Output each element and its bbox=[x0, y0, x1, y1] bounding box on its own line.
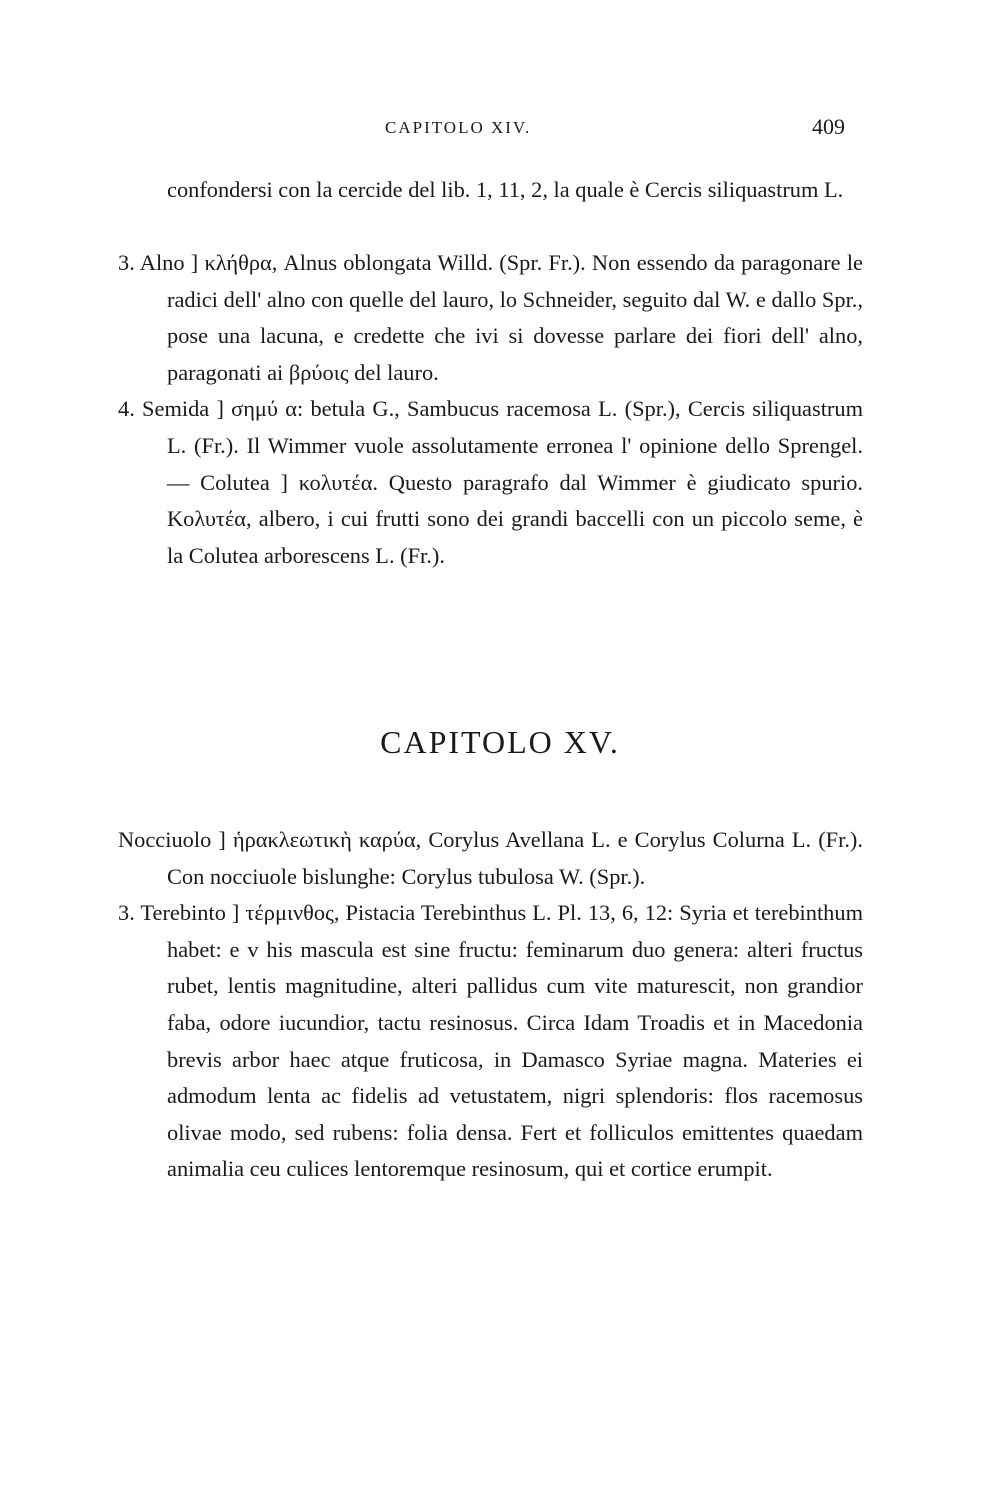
entry-alno bbox=[118, 245, 863, 391]
entry-text: Nocciuolo ] ἡρακλεωτικὴ καρύα, Corylus Avellana L. e Corylus Colurna L. (Fr.). Con nocciuole bislunghe: Corylus tubulosa W. (Spr.). bbox=[118, 827, 863, 889]
entry-text: Terebinto ] τέρμινθος, Pistacia Terebinthus L. Pl. 13, 6, 12: Syria et terebinthum habet: e v his mascula est sine fructu: feminarum duo genera: alteri fructus rubet, lentis magnitudine, alteri pallidus cum vite maturescit, non grandior faba, odore iucundior, tactu resinosus. Circa Idam Troadis et in Macedonia brevis arbor haec atque fruticosa, in Damasco Syriae magna. Materies ei admodum lenta ac fidelis ad vetustatem, nigri splendoris: flos racemosus olivae modo, sed rubens: folia densa. Fert et folliculos emittentes quaedam animalia ceu culices lentoremque resinosum, qui et cortice erumpit. bbox=[140, 900, 863, 1182]
chapter-heading: CAPITOLO XV. bbox=[380, 724, 620, 760]
entry-semida bbox=[118, 391, 863, 574]
running-head bbox=[0, 114, 1000, 148]
entry-text: Semida ] σημύ α: betula G., Sambucus racemosa L. (Spr.), Cercis siliquastrum L. (Fr.). Il Wimmer vuole assolutamente erronea l' opinione dello Sprengel. — Colutea ] κολυτέα. Questo paragrafo dal Wimmer è giudicato spurio. Κολυτέα, albero, i cui frutti sono dei grandi baccelli con un piccolo seme, è la Colutea arborescens L. (Fr.). bbox=[142, 396, 863, 568]
entry-terebinto bbox=[118, 895, 863, 1188]
running-head-title: CAPITOLO XIV. bbox=[385, 118, 532, 137]
entry-number: 4. bbox=[118, 396, 135, 422]
chapter-15-entries bbox=[118, 822, 863, 1188]
page-number: 409 bbox=[812, 114, 845, 139]
entry-text: Alno ] κλήθρα, Alnus oblongata Willd. (Spr. Fr.). Non essendo da paragonare le radici dell' alno con quelle del lauro, lo Schneider, seguito dal W. e dallo Spr., pose una lacuna, e credette che ivi si dovesse parlare dei fiori dell' alno, paragonati ai βρύοις del lauro. bbox=[139, 250, 863, 385]
chapter-14-entries bbox=[118, 245, 863, 574]
continuation-paragraph: confondersi con la cercide del lib. 1, 11, 2, la quale è Cercis siliquastrum L. bbox=[167, 177, 844, 202]
entry-number: 3. bbox=[118, 900, 135, 926]
entry-number: 3. bbox=[118, 250, 135, 275]
entry-nocciuolo bbox=[118, 822, 863, 895]
